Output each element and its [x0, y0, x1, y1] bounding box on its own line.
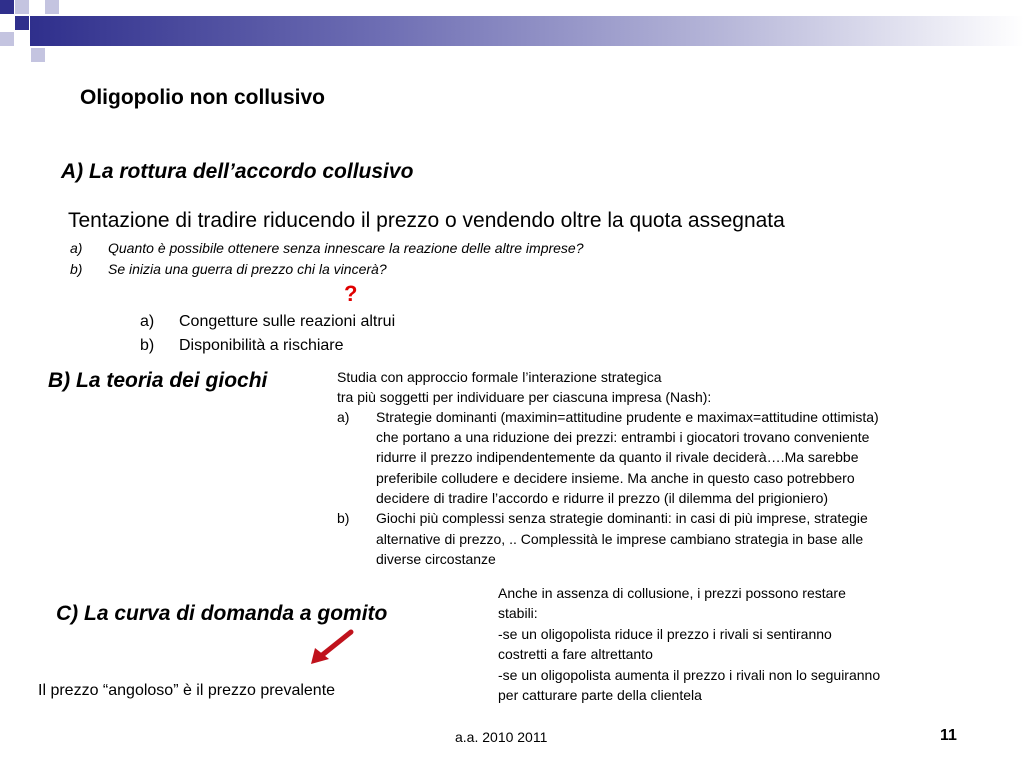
section-c-conclusion: Il prezzo “angoloso” è il prezzo prevalente — [38, 682, 336, 699]
section-a-intro: Tentazione di tradire riducendo il prezzo o vendendo oltre la quota assegnata — [68, 209, 785, 232]
decor-square-7 — [31, 48, 45, 62]
section-b-item-a-line: che portano a una riduzione dei prezzi: entrambi i giocatori trovano conveniente — [376, 429, 870, 445]
section-c-note-line: costretti a fare altrettanto — [498, 646, 653, 662]
page-number: 11 — [940, 727, 957, 744]
section-b-item-b-line: alternative di prezzo, .. Complessità le imprese cambiano strategia in base alle — [376, 531, 864, 547]
section-b-item-a-line: decidere di tradire l’accordo e ridurre il prezzo (il dilemma del prigioniero) — [376, 490, 829, 506]
section-c-note-line: stabili: — [498, 605, 538, 621]
answer-marker-b: b) — [140, 337, 155, 354]
section-b-item-a-line: ridurre il prezzo indipendentemente da quanto il rivale deciderà….Ma sarebbe — [376, 449, 859, 465]
question-text-a: Quanto è possibile ottenere senza innescare la reazione delle altre imprese? — [108, 240, 584, 256]
section-c-heading: C) La curva di domanda a gomito — [56, 602, 388, 625]
question-mark: ? — [344, 281, 358, 306]
header-gradient-bar — [30, 16, 1024, 46]
question-marker-a: a) — [70, 240, 83, 256]
section-b-item-a-line: preferibile colludere e decidere insieme. Ma anche in questo caso potrebbero — [376, 470, 855, 486]
arrow-down-left-icon — [305, 628, 355, 668]
decor-square-3 — [45, 0, 59, 14]
answer-marker-a: a) — [140, 313, 155, 330]
section-c-note-line: per catturare parte della clientela — [498, 687, 702, 703]
decor-square-5 — [0, 32, 14, 46]
section-c-note-line: Anche in assenza di collusione, i prezzi possono restare — [498, 585, 846, 601]
decor-square-2 — [15, 0, 29, 14]
decor-square-4 — [15, 16, 29, 30]
section-b-item-b-line: diverse circostanze — [376, 551, 496, 567]
section-b-item-b-line: Giochi più complessi senza strategie dominanti: in casi di più imprese, strategie — [376, 510, 868, 526]
decor-square-1 — [0, 0, 14, 14]
answer-text-a: Congetture sulle reazioni altrui — [179, 313, 396, 330]
section-a-heading: A) La rottura dell’accordo collusivo — [61, 160, 414, 183]
section-b-marker-a: a) — [337, 409, 350, 425]
section-c-note-line: -se un oligopolista riduce il prezzo i rivali si sentiranno — [498, 626, 832, 642]
section-b-marker-b: b) — [337, 510, 350, 526]
section-b-heading: B) La teoria dei giochi — [48, 369, 268, 392]
section-b-intro-line-2: tra più soggetti per individuare per ciascuna impresa (Nash): — [337, 389, 712, 405]
section-b-item-a-line: Strategie dominanti (maximin=attitudine prudente e maximax=attitudine ottimista) — [376, 409, 879, 425]
question-marker-b: b) — [70, 261, 83, 277]
question-text-b: Se inizia una guerra di prezzo chi la vincerà? — [108, 261, 387, 277]
page-title: Oligopolio non collusivo — [80, 86, 325, 109]
section-c-note-line: -se un oligopolista aumenta il prezzo i rivali non lo seguiranno — [498, 667, 881, 683]
section-b-intro-line-1: Studia con approccio formale l’interazione strategica — [337, 369, 662, 385]
footer-academic-year: a.a. 2010 2011 — [455, 729, 548, 745]
answer-text-b: Disponibilità a rischiare — [179, 337, 344, 354]
